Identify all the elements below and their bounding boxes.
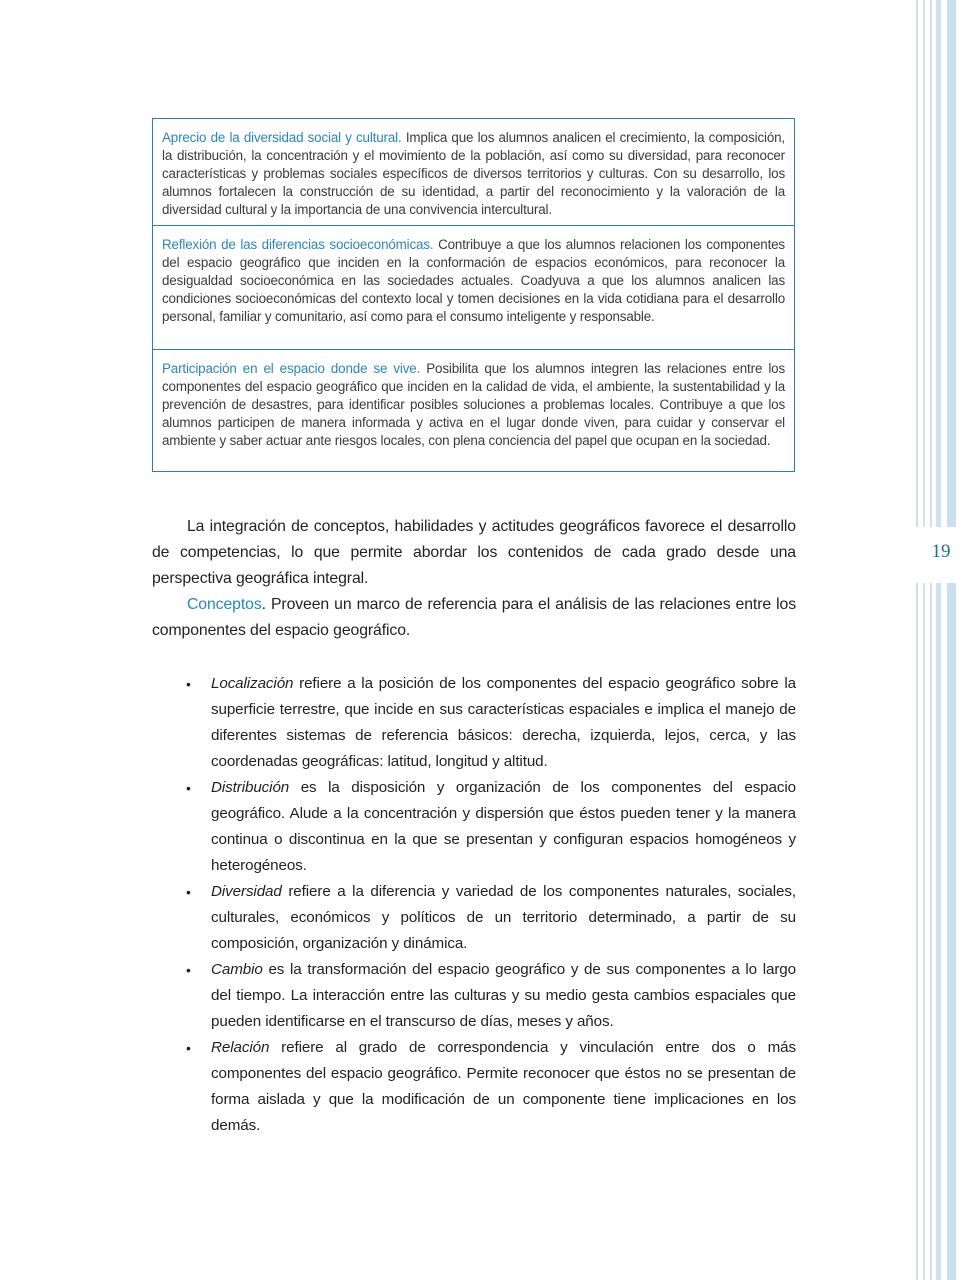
concept-list-item xyxy=(152,671,796,775)
concept-text: refiere a la posición de los componentes del espacio geográfico sobre la superficie terrestre, que incide en sus características espaciales e implica el manejo de diferentes sistemas de referencia básicos: derecha, izquierda, lejos, cerca, y las coordenadas geográficas: latitud, longitud y altitud. xyxy=(211,675,796,770)
attitude-item xyxy=(153,225,794,349)
attitude-item xyxy=(153,349,794,471)
attitude-text: Posibilita que los alumnos integren las relaciones entre los componentes del espacio geográfico que inciden en la calidad de vida, el ambiente, la sustentabilidad y la prevención de desastres, para identificar posibles soluciones a problemas locales. Contribuye a que los alumnos participen de manera informada y activa en el lugar donde viven, para cuidar y conservar el ambiente y saber actuar ante riesgos locales, con plena conciencia del papel que ocupan en la sociedad. xyxy=(162,361,785,449)
concept-text: refiere a la diferencia y variedad de los componentes naturales, sociales, culturales, económicos y políticos de un territorio determinado, a partir de su composición, organización y dinámica. xyxy=(211,883,796,952)
bullet-icon: • xyxy=(186,676,191,692)
concept-term: Relación xyxy=(211,1039,270,1056)
concept-term: Distribución xyxy=(211,779,290,796)
attitudes-box xyxy=(152,118,795,472)
attitude-title: Aprecio de la diversidad social y cultural. xyxy=(162,130,402,145)
attitude-item xyxy=(153,119,794,225)
attitude-text: Contribuye a que los alumnos relacionen los componentes del espacio geográfico que inciden en la conformación de espacios económicos, para reconocer la desigualdad socioeconómica en las sociedades actuales. Coadyuva a que los alumnos analicen las condiciones socioeconómicas del contexto local y tomen decisiones en la vida cotidiana para el desarrollo personal, familiar y comunitario, así como para el consumo inteligente y responsable. xyxy=(162,237,785,325)
body-text xyxy=(152,514,796,644)
concepts-text: . Proveen un marco de referencia para el análisis de las relaciones entre los componentes del espacio geográfico. xyxy=(152,596,796,639)
concept-text: es la transformación del espacio geográfico y de sus componentes a lo largo del tiempo. La interacción entre las culturas y su medio gesta cambios espaciales que pueden identificarse en el transcurso de días, meses y años. xyxy=(211,961,796,1030)
margin-stripe xyxy=(947,0,956,1280)
margin-stripe xyxy=(936,0,941,1280)
attitude-title: Participación en el espacio donde se vive. xyxy=(162,361,421,376)
concept-text: refiere al grado de correspondencia y vinculación entre dos o más componentes del espacio geográfico. Permite reconocer que éstos no se presentan de forma aislada y que la modificación de un componente tiene implicaciones en los demás. xyxy=(211,1039,796,1134)
concept-list-item xyxy=(152,775,796,879)
margin-stripes-decoration xyxy=(910,0,972,1280)
margin-stripe xyxy=(923,0,925,1280)
attitude-text: Implica que los alumnos analicen el crecimiento, la composición, la distribución, la concentración y el movimiento de la población, así como su diversidad, para reconocer características y problemas sociales específicos de diversos territorios y culturas. Con su desarrollo, los alumnos fortalecen la construcción de su identidad, a partir del reconocimiento y la valoración de la diversidad cultural y la importancia de una convivencia intercultural. xyxy=(162,130,785,218)
concept-term: Localización xyxy=(211,675,294,692)
attitude-title: Reflexión de las diferencias socioeconómicas. xyxy=(162,237,434,252)
concept-term: Cambio xyxy=(211,961,263,978)
concepts-label: Conceptos xyxy=(187,596,262,613)
concept-text: es la disposición y organización de los componentes del espacio geográfico. Alude a la concentración y dispersión que éstos pueden tener y la manera continua o discontinua en la que se presentan y configuran espacios homogéneos y heterogéneos. xyxy=(211,779,796,874)
bullet-icon: • xyxy=(186,884,191,900)
concepts-paragraph xyxy=(152,592,796,644)
bullet-icon: • xyxy=(186,962,191,978)
margin-stripe xyxy=(930,0,932,1280)
concept-list-item xyxy=(152,957,796,1035)
bullet-icon: • xyxy=(186,780,191,796)
intro-paragraph: La integración de conceptos, habilidades y actitudes geográficos favorece el desarrollo de competencias, lo que permite abordar los contenidos de cada grado desde una perspectiva geográfica integral. xyxy=(152,518,796,587)
concepts-list xyxy=(152,671,796,1139)
margin-stripe xyxy=(916,0,918,1280)
concept-term: Diversidad xyxy=(211,883,282,900)
page-number: 19 xyxy=(931,541,951,562)
concept-list-item xyxy=(152,879,796,957)
concept-list-item xyxy=(152,1035,796,1139)
bullet-icon: • xyxy=(186,1040,191,1056)
